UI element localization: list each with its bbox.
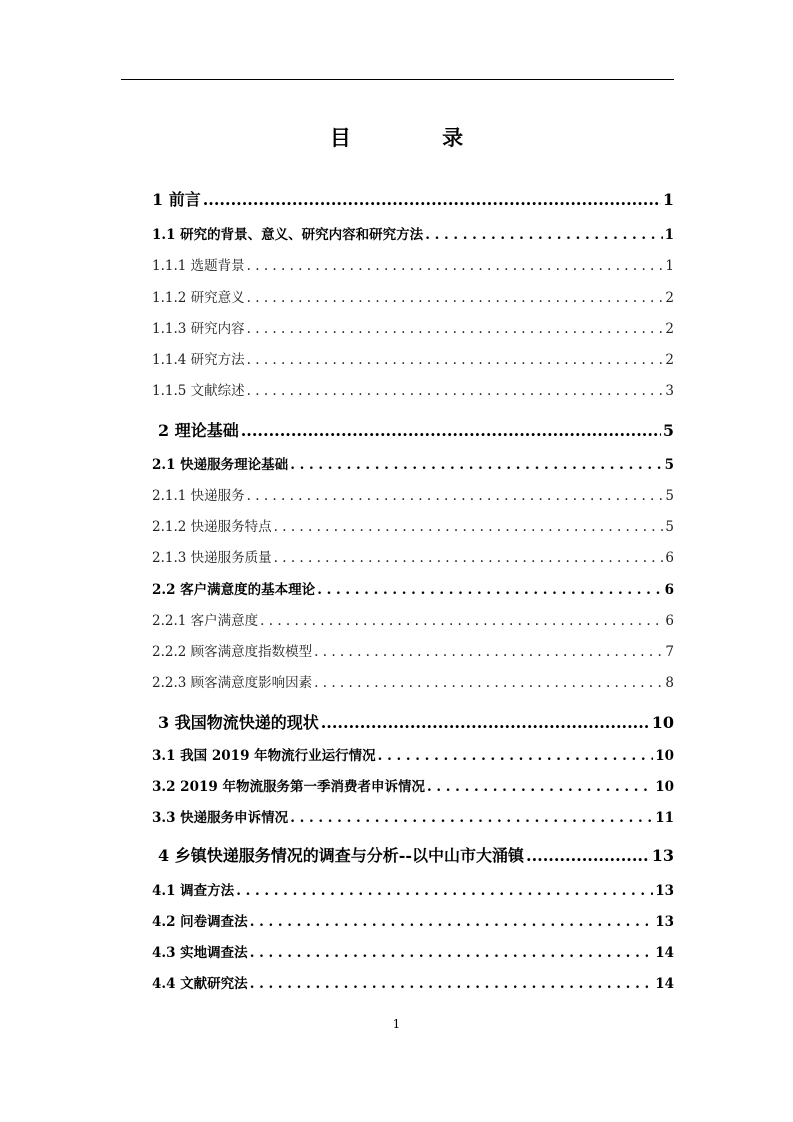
toc-leader-dots [321, 711, 650, 735]
toc-entry[interactable] [152, 881, 674, 901]
toc-leader-dots [203, 188, 661, 212]
toc-entry-page: 5 [665, 519, 674, 535]
toc-entry-page: 6 [664, 582, 674, 598]
toc-entry-page: 10 [651, 713, 674, 732]
toc-entry[interactable] [152, 642, 674, 662]
toc-entry-page: 5 [662, 421, 674, 440]
toc-leader-dots [247, 319, 664, 339]
toc-entry-page: 3 [665, 383, 674, 399]
toc-entry[interactable] [152, 225, 674, 245]
toc-entry[interactable] [152, 943, 674, 963]
toc-leader-dots [274, 517, 664, 537]
toc-entry-label: 2 理论基础 [158, 421, 239, 440]
toc-leader-dots [241, 419, 661, 443]
toc-entry[interactable] [152, 746, 674, 766]
toc-entry-label: 3 我国物流快递的现状 [158, 713, 319, 732]
toc-entry-label: 1.1.4 研究方法 [152, 352, 245, 368]
toc-leader-dots [247, 381, 664, 401]
toc-entry[interactable] [158, 844, 674, 868]
toc-entry-label: 1.1.5 文献综述 [152, 383, 245, 399]
toc-entry-page: 10 [655, 748, 674, 764]
toc-entry-page: 5 [664, 457, 674, 473]
toc-entry-label: 3.3 快递服务申诉情况 [152, 810, 289, 826]
toc-leader-dots [290, 455, 662, 475]
toc-entry[interactable] [152, 777, 674, 797]
toc-entry[interactable] [152, 808, 674, 828]
toc-leader-dots [274, 548, 664, 568]
toc-entry-label: 2.1.2 快递服务特点 [152, 519, 272, 535]
toc-entry[interactable] [152, 673, 674, 693]
toc-entry-label: 2.2.1 客户满意度 [152, 613, 259, 629]
toc-leader-dots [250, 943, 654, 963]
toc-entry[interactable] [152, 288, 674, 308]
toc-entry-page: 14 [655, 976, 674, 992]
toc-leader-dots [314, 673, 663, 693]
toc-entry-page: 2 [665, 352, 674, 368]
toc-leader-dots [247, 288, 664, 308]
toc-leader-dots [425, 225, 662, 245]
toc-entry-label: 2.2.2 顾客满意度指数模型 [152, 644, 313, 660]
toc-entry-label: 3.1 我国 2019 年物流行业运行情况 [152, 748, 376, 764]
toc-entry[interactable] [152, 455, 674, 475]
toc-entry-label: 4.4 文献研究法 [152, 976, 248, 992]
toc-entry-label: 4.1 调查方法 [152, 883, 235, 899]
toc-entry[interactable] [152, 381, 674, 401]
toc-entry-page: 10 [655, 779, 674, 795]
toc-leader-dots [314, 642, 663, 662]
toc-entry-label: 3.2 2019 年物流服务第一季消费者申诉情况 [152, 779, 425, 795]
toc-leader-dots [250, 974, 654, 994]
toc-entry-page: 1 [664, 227, 674, 243]
toc-entry[interactable] [152, 912, 674, 932]
toc-entry-page: 13 [655, 883, 674, 899]
footer-page-number: 1 [392, 1017, 401, 1031]
toc-entry[interactable] [152, 319, 674, 339]
toc-leader-dots [290, 808, 653, 828]
toc-entry[interactable] [158, 419, 674, 443]
toc-entry-page: 1 [662, 190, 674, 209]
toc-entry-label: 1.1.2 研究意义 [152, 290, 245, 306]
toc-entry-label: 1.1.3 研究内容 [152, 321, 245, 337]
toc-entry-page: 5 [665, 488, 674, 504]
toc-entry-label: 1.1.1 选题背景 [152, 258, 245, 274]
toc-entry[interactable] [152, 611, 674, 631]
toc-entry-page: 2 [665, 290, 674, 306]
toc-entry[interactable] [152, 580, 674, 600]
toc-entry[interactable] [152, 548, 674, 568]
toc-leader-dots [236, 881, 653, 901]
toc-entry-label: 2.2.3 顾客满意度影响因素 [152, 675, 313, 691]
toc-entry-page: 7 [665, 644, 674, 660]
toc-leader-dots [378, 746, 654, 766]
toc-entry-page: 11 [655, 810, 674, 826]
toc-leader-dots [247, 350, 664, 370]
toc-entry-label: 4 乡镇快递服务情况的调查与分析--以中山市大涌镇 [158, 846, 524, 865]
toc-entry-page: 6 [665, 550, 674, 566]
toc-leader-dots [260, 611, 663, 631]
toc-entry-label: 2.1.1 快递服务 [152, 488, 245, 504]
toc-entry-page: 13 [655, 914, 674, 930]
toc-entry-page: 14 [655, 945, 674, 961]
toc-entry-label: 2.2 客户满意度的基本理论 [152, 582, 316, 598]
toc-entry-label: 1 前言 [152, 190, 201, 209]
toc-entry-page: 13 [651, 846, 674, 865]
toc-title: 目 录 [329, 125, 506, 150]
toc-leader-dots [317, 580, 662, 600]
header-rule [121, 79, 674, 80]
toc-entry[interactable] [152, 517, 674, 537]
toc-entry[interactable] [158, 711, 674, 735]
toc-entry-page: 1 [665, 258, 674, 274]
toc-leader-dots [247, 486, 664, 506]
toc-leader-dots [526, 844, 650, 868]
toc-entry[interactable] [152, 350, 674, 370]
toc-entry-label: 1.1 研究的背景、意义、研究内容和研究方法 [152, 227, 424, 243]
toc-entry-label: 4.3 实地调查法 [152, 945, 248, 961]
toc-entry-label: 2.1.3 快递服务质量 [152, 550, 272, 566]
toc-leader-dots [427, 777, 653, 797]
toc-entry[interactable] [152, 188, 674, 212]
toc-entry[interactable] [152, 486, 674, 506]
toc-entry-label: 2.1 快递服务理论基础 [152, 457, 289, 473]
toc-entry[interactable] [152, 256, 674, 276]
toc-entry-label: 4.2 问卷调查法 [152, 914, 248, 930]
toc-leader-dots [247, 256, 664, 276]
toc-entry-page: 6 [665, 613, 674, 629]
toc-entry[interactable] [152, 974, 674, 994]
toc-entry-page: 8 [665, 675, 674, 691]
toc-leader-dots [250, 912, 654, 932]
toc-entry-page: 2 [665, 321, 674, 337]
